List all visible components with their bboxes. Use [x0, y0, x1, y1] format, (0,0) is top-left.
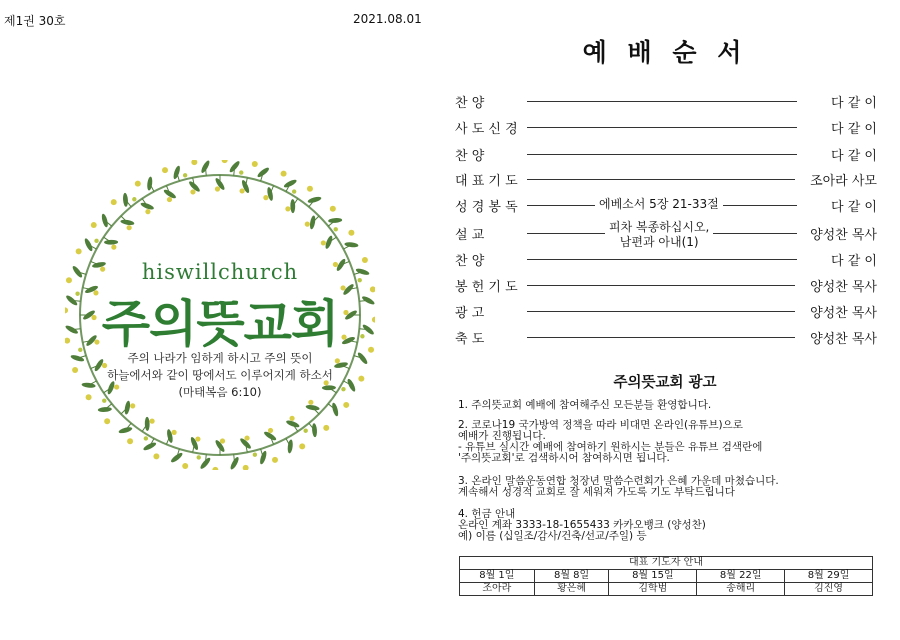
table-header-row — [460, 557, 873, 570]
scripture-reference: 에베소서 5장 21-33절 — [595, 197, 723, 212]
order-item-name: 성 경 봉 독 — [455, 200, 518, 215]
dotted-leader — [527, 311, 795, 312]
verse-line: 하늘에서와 같이 땅에서도 이루어지게 하소서 — [107, 368, 333, 382]
order-item — [455, 276, 877, 294]
order-item-name: 찬 양 — [455, 96, 485, 111]
announcement-line: 계속해서 성경적 교회로 잘 세워져 가도록 기도 부탁드립니다 — [458, 486, 735, 498]
sermon-title-line: 남편과 아내(1) — [619, 235, 699, 249]
verse-line: 주의 나라가 임하게 하시고 주의 뜻이 — [127, 351, 313, 365]
prayer-leader-table — [459, 556, 873, 596]
table-row — [460, 583, 873, 596]
announcements-title: 주의뜻교회 광고 — [613, 375, 717, 391]
issue-number: 제1권 30호 — [4, 14, 66, 28]
dotted-leader — [527, 179, 795, 180]
order-item-responsible: 양성찬 목사 — [810, 280, 877, 295]
order-item — [455, 250, 877, 268]
prayer-leader: 조아라 — [460, 583, 535, 596]
prayer-leader: 김학범 — [609, 583, 697, 596]
order-item-responsible: 다 같 이 — [831, 254, 877, 269]
order-item-responsible: 조아라 사모 — [810, 174, 877, 189]
dotted-leader — [527, 337, 795, 338]
order-item-name: 광 고 — [455, 306, 485, 321]
dotted-leader — [527, 259, 797, 260]
verse-reference: (마태복음 6:10) — [178, 385, 262, 399]
dotted-leader — [527, 154, 797, 155]
order-item-responsible: 다 같 이 — [831, 200, 877, 215]
order-item-name: 찬 양 — [455, 149, 485, 164]
order-item-responsible: 다 같 이 — [831, 149, 877, 164]
dotted-leader — [527, 101, 797, 102]
dotted-leader — [527, 127, 797, 128]
dotted-leader — [527, 285, 795, 286]
order-item-responsible: 다 같 이 — [831, 122, 877, 137]
table-row — [460, 570, 873, 583]
announcement-line: 예) 이름 (십일조/감사/건축/선교/주일) 등 — [458, 530, 647, 542]
bulletin-date: 2021.08.01 — [353, 12, 422, 26]
prayer-leader: 황은혜 — [534, 583, 609, 596]
order-item-name: 대 표 기 도 — [455, 174, 518, 189]
order-item — [455, 222, 877, 252]
prayer-date: 8월 1일 — [460, 570, 535, 583]
prayer-leader: 송해리 — [697, 583, 785, 596]
prayer-leader: 김진영 — [785, 583, 873, 596]
announcement-line: 3. 온라인 말씀운동연합 청장년 말씀수련회가 은혜 가운데 마쳤습니다. — [458, 475, 779, 487]
prayer-date: 8월 29일 — [785, 570, 873, 583]
announcement-line: 예배가 진행됩니다. — [458, 430, 546, 442]
announcement-line: '주의뜻교회'로 검색하시어 참여하시면 됩니다. — [458, 452, 670, 464]
announcement-line: - 유튜브 실시간 예배에 참여하기 원하시는 분들은 유튜브 검색란에 — [458, 441, 763, 453]
order-item-responsible: 양성찬 목사 — [810, 306, 877, 321]
order-item-name: 사 도 신 경 — [455, 122, 518, 137]
order-item-name: 설 교 — [455, 228, 485, 243]
order-item-responsible: 양성찬 목사 — [810, 332, 877, 347]
prayer-table-title: 대표 기도자 안내 — [460, 557, 873, 570]
sermon-title — [605, 220, 713, 250]
order-item — [455, 302, 877, 320]
order-item — [455, 92, 877, 110]
order-item-name: 봉 헌 기 도 — [455, 280, 518, 295]
announcement-line: 온라인 계좌 3333-18-1655433 카카오뱅크 (양성찬) — [458, 519, 706, 531]
order-item — [455, 328, 877, 346]
order-item — [455, 145, 877, 163]
sermon-title-line: 피차 복종하십시오, — [609, 220, 710, 234]
order-item-responsible: 다 같 이 — [831, 96, 877, 111]
order-item-name: 찬 양 — [455, 254, 485, 269]
prayer-date: 8월 22일 — [697, 570, 785, 583]
announcement-line: 4. 헌금 안내 — [458, 508, 516, 520]
order-item — [455, 118, 877, 136]
order-of-worship-title: 예 배 순 서 — [582, 38, 748, 67]
church-name: 주의뜻교회 — [101, 295, 339, 353]
prayer-date: 8월 8일 — [534, 570, 609, 583]
brand-wordmark: hiswillchurch — [141, 260, 299, 284]
order-item-responsible: 양성찬 목사 — [810, 228, 877, 243]
order-item — [455, 170, 877, 188]
order-item-name: 축 도 — [455, 332, 485, 347]
announcement-line: 1. 주의뜻교회 예배에 참여해주신 모든분들 환영합니다. — [458, 399, 712, 411]
prayer-date: 8월 15일 — [609, 570, 697, 583]
announcement-line: 2. 코로나19 국가방역 정책을 따라 비대면 온라인(유튜브)으로 — [458, 419, 743, 431]
order-item — [455, 196, 877, 214]
